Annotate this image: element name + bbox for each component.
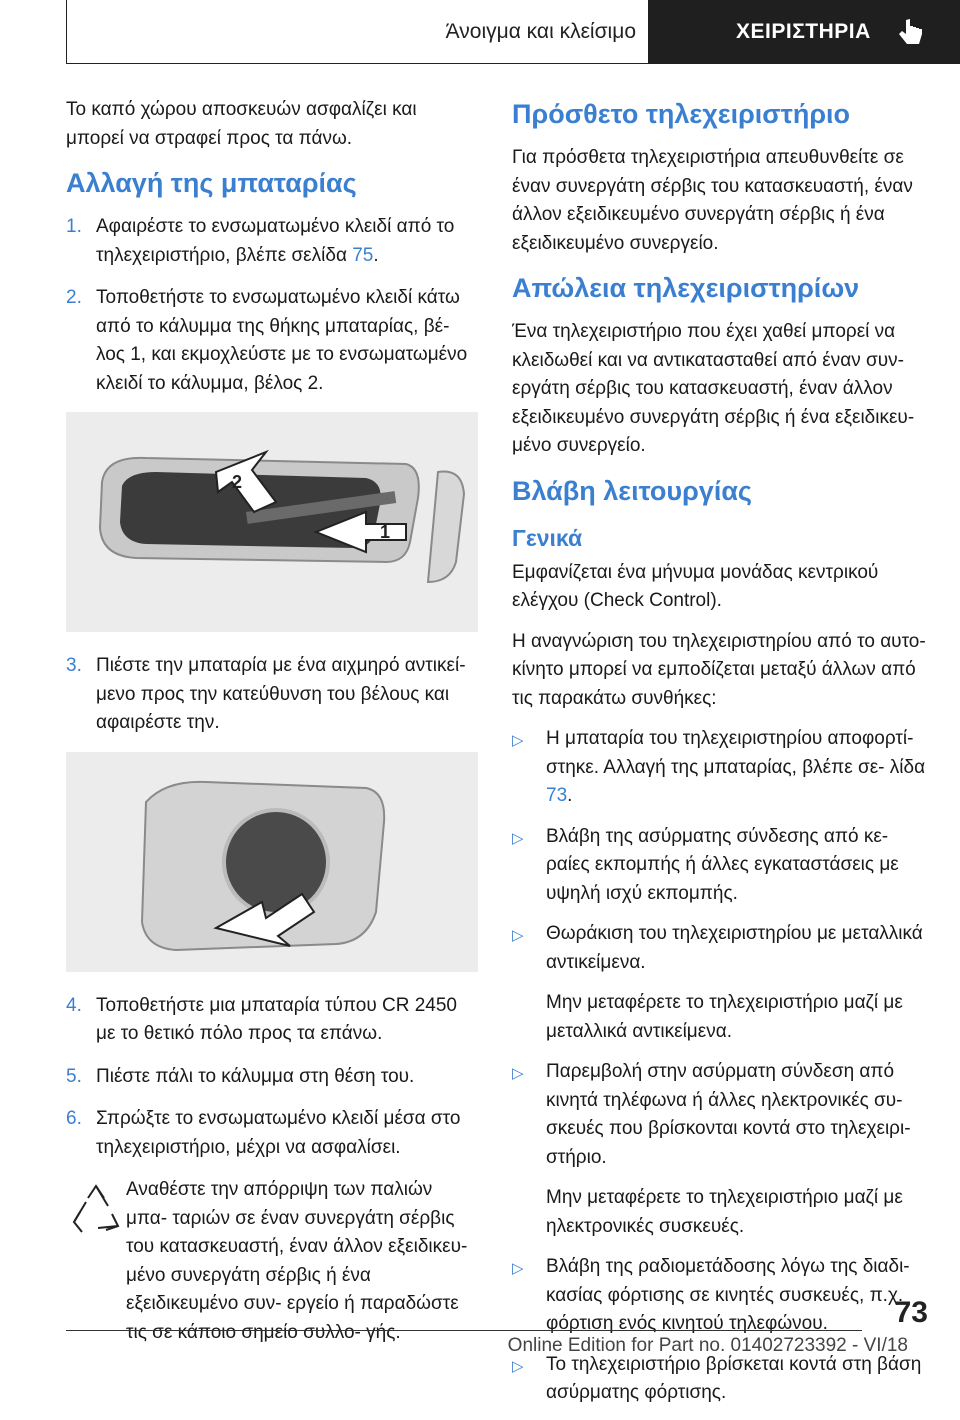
page-footer (66, 1330, 908, 1356)
triangle-marker-icon: ▷ (512, 1065, 524, 1082)
step-4: 4. Τοποθετήστε μια μπαταρία τύπου CR 2450 με το θετικό πόλο προς τα επάνω. (66, 994, 457, 1044)
step-5: 5. Πιέστε πάλι το κάλυμμα στη θέση του. (66, 1065, 415, 1087)
step-2: 2. Τοποθετήστε το ενσωματωμένο κλειδί κάτω από το κάλυμμα της θήκης μπαταρίας, βέ- λος 1, και εκμοχλεύστε με το ενσωματωμένο κλειδί το κάλυμμα, βέλος 2. (66, 287, 468, 394)
condition-6: ▷ Το τηλεχειριστήριο βρίσκεται κοντά στη βάση ασύρματης φόρτισης. (512, 1351, 928, 1408)
condition-4-note: Μην μεταφέρετε το τηλεχειριστήριο μαζί με ηλεκτρονικές συσκευές. (546, 1187, 903, 1237)
heading-general: Γενικά (512, 524, 583, 551)
recycling-text: Αναθέστε την απόρριψη των παλιών μπα- ταριών σε έναν συνεργάτη σέρβις του κατασκευαστή, έναν άλλον εξειδικευ- μένο συνεργάτη σέρβις ή ένα εξειδικευμένο συν- εργείο ή παραδώστε τις σε κάποιο σημείο συλλο- γής. (126, 1179, 468, 1343)
triangle-marker-icon: ▷ (512, 829, 524, 847)
condition-3-note: Μην μεταφέρετε το τηλεχειριστήριο μαζί με μεταλλικά αντικείμενα. (546, 992, 903, 1042)
figure-remove-cover (66, 412, 478, 632)
lost-remote-text: Ένα τηλεχειριστήριο που έχει χαθεί μπορεί να κλειδωθεί και να αντικατασταθεί από έναν συν- εργάτη σέρβις του κατασκευαστή, έναν άλλον εξειδικευμένο συνεργάτη σέρβις ή ένα εξειδικευ- μένο συνεργείο. (512, 321, 915, 456)
step-6: 6. Σπρώξτε το ενσωματωμένο κλειδί μέσα στο τηλεχειριστήριο, μέχρι να ασφαλίσει. (66, 1108, 461, 1158)
pointing-hand-icon (896, 18, 924, 48)
left-column (66, 96, 478, 1347)
condition-5: ▷ Βλάβη της ραδιομετάδοσης λόγω της διαδι- κασίας φόρτισης σε κινητές συσκευές, π.χ. φόρτιση ενός κινητού τηλεφώνου. (512, 1253, 928, 1339)
extra-remote-text: Για πρόσθετα τηλεχειριστήρια απευθυνθείτε σε έναν συνεργάτη σέρβις του κατασκευαστή, έναν άλλον εξειδικευμένο συνεργάτη σέρβις ή ένα εξειδικευμένο συνεργείο. (512, 147, 913, 254)
heading-malfunction: Βλάβη λειτουργίας (512, 475, 752, 506)
condition-4: ▷ Παρεμβολή στην ασύρματη σύνδεση από κινητά τηλέφωνα ή άλλες ηλεκτρονικές συ- σκευές που βρίσκονται κοντά στο τηλεχειρι- στήριο. (512, 1058, 928, 1172)
triangle-marker-icon: ▷ (512, 1260, 524, 1277)
arrow-1-label: 1 (380, 522, 391, 542)
page-number: 73 (894, 1296, 928, 1329)
step-3: 3. Πιέστε την μπαταρία με ένα αιχμηρό αντικεί- μενο προς την κατεύθυνση του βέλους και αφαιρέστε την. (66, 655, 466, 733)
right-column (512, 96, 928, 1420)
condition-3: ▷ Θωράκιση του τηλεχειριστηρίου με μεταλλικά αντικείμενα. (512, 920, 928, 977)
page-link-75[interactable]: 75 (352, 244, 374, 266)
recycling-icon (66, 1176, 126, 1256)
chapter-title: ΧΕΙΡΙΣΤΗΡΙΑ (736, 20, 871, 43)
heading-extra-remote: Πρόσθετο τηλεχειριστήριο (512, 99, 851, 129)
recycling-note (66, 1176, 478, 1347)
condition-2: ▷ Βλάβη της ασύρματης σύνδεσης από κε- ραίες εκπομπής ή άλλες εγκαταστάσεις με υψηλή ισχύ εκπομπής. (512, 823, 928, 909)
general-text-1: Εμφανίζεται ένα μήνυμα μονάδας κεντρικού ελέγχου (Check Control). (512, 561, 879, 611)
triangle-marker-icon: ▷ (512, 1357, 524, 1375)
condition-1: ▷ Η μπαταρία του τηλεχειριστηρίου αποφορτί- στηκε. Αλλαγή της μπαταρίας, βλέπε σε- λίδα 73. (512, 725, 928, 811)
heading-lost-remote: Απώλεια τηλεχειριστηρίων (512, 273, 860, 303)
general-text-2: Η αναγνώριση του τηλεχειριστηρίου από το αυτο- κίνητο μπορεί να εμποδίζεται μεταξύ άλλων από τις παρακάτω συνθήκες: (512, 630, 926, 709)
triangle-marker-icon: ▷ (512, 927, 524, 944)
page-header (66, 0, 960, 66)
arrow-2-label: 2 (232, 472, 243, 492)
figure-remove-battery (66, 752, 478, 972)
intro-text: Το καπό χώρου αποσκευών ασφαλίζει και μπορεί να στραφεί προς τα πάνω. (66, 99, 417, 149)
triangle-marker-icon: ▷ (512, 732, 524, 749)
section-title: Άνοιγμα και κλείσιμο (445, 20, 636, 43)
edition-text: Online Edition for Part no. 01402723392 - VI/18 (507, 1335, 908, 1356)
step-1: 1. Αφαιρέστε το ενσωματωμένο κλειδί από το τηλεχειριστήριο, βλέπε σελίδα 75. (66, 216, 455, 266)
heading-battery: Αλλαγή της μπαταρίας (66, 168, 357, 198)
chapter-tab (648, 0, 960, 64)
page-link-73[interactable]: 73 (546, 785, 568, 806)
